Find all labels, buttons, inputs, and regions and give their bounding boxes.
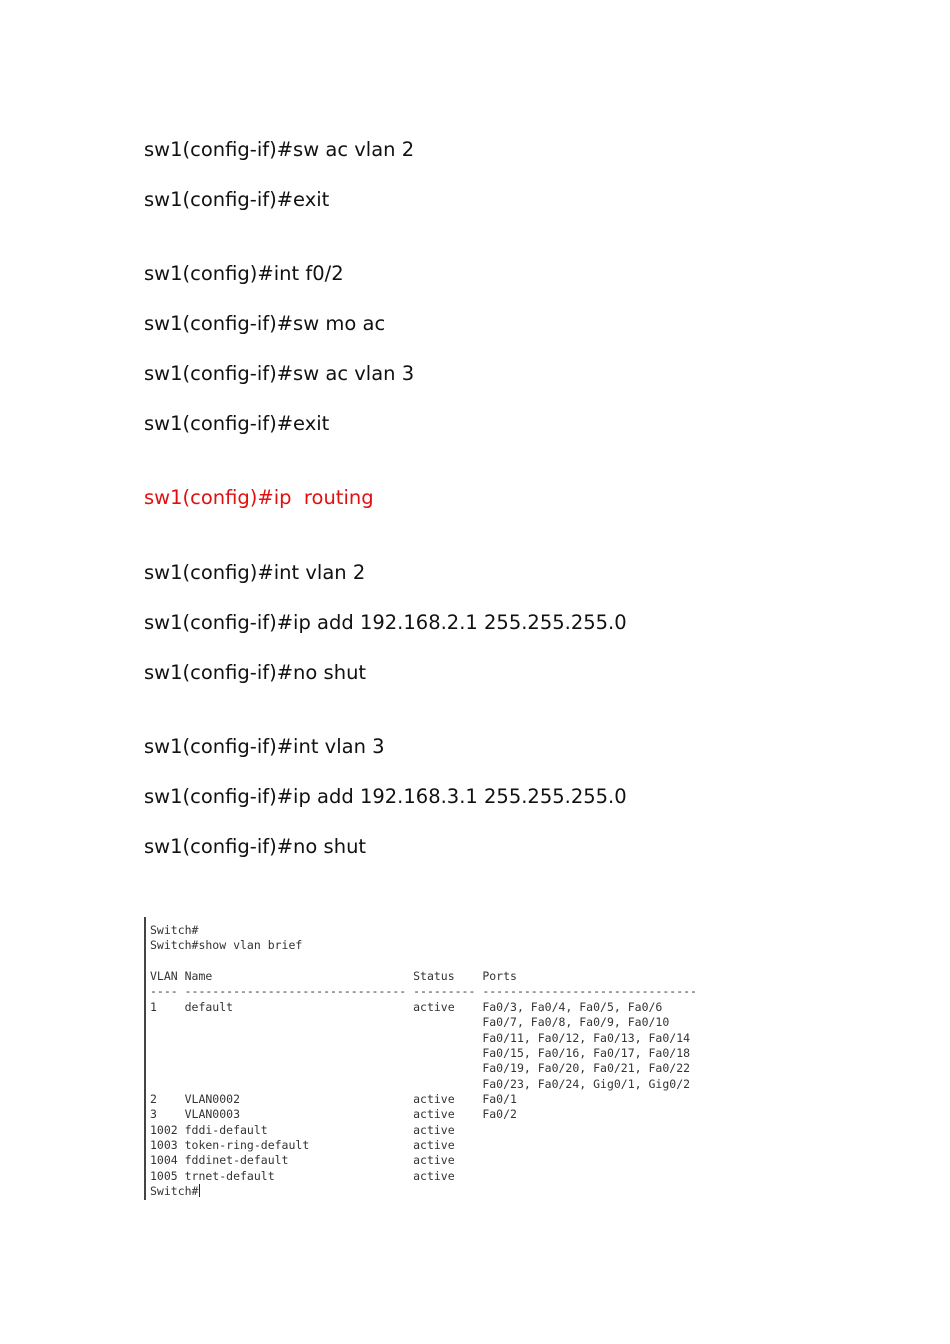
command-line: sw1(config-if)#int vlan 3 (144, 735, 385, 758)
console-table-row: Fa0/23, Fa0/24, Gig0/1, Gig0/2 (150, 1077, 691, 1091)
console-screenshot (144, 917, 771, 1200)
console-table-divider: ---- -------------------------------- --------- ------------------------------- (150, 984, 697, 998)
command-line: sw1(config-if)#sw ac vlan 2 (144, 138, 415, 161)
console-line: Switch# (150, 923, 199, 937)
console-table-row: Fa0/19, Fa0/20, Fa0/21, Fa0/22 (150, 1061, 691, 1075)
command-line: sw1(config)#int f0/2 (144, 262, 344, 285)
command-line: sw1(config)#int vlan 2 (144, 561, 366, 584)
console-table-header: VLAN Name Status Ports (150, 969, 517, 983)
command-line: sw1(config-if)#no shut (144, 661, 367, 684)
command-line: sw1(config-if)#exit (144, 412, 330, 435)
console-table-row: 1002 fddi-default active (150, 1123, 455, 1137)
console-table-row: Fa0/15, Fa0/16, Fa0/17, Fa0/18 (150, 1046, 691, 1060)
command-line: sw1(config-if)#exit (144, 188, 330, 211)
console-prompt (150, 1184, 200, 1199)
console-table-row: Fa0/7, Fa0/8, Fa0/9, Fa0/10 (150, 1015, 670, 1029)
console-table-row: 1005 trnet-default active (150, 1169, 455, 1183)
console-table-row: 1004 fddinet-default active (150, 1153, 455, 1167)
command-line: sw1(config-if)#ip add 192.168.3.1 255.255.255.0 (144, 785, 627, 808)
command-line-highlighted: sw1(config)#ip routing (144, 486, 374, 509)
command-line: sw1(config-if)#no shut (144, 835, 367, 858)
console-table-row: 1 default active Fa0/3, Fa0/4, Fa0/5, Fa0/6 (150, 1000, 663, 1014)
text-cursor (199, 1184, 200, 1197)
console-table-row: 1003 token-ring-default active (150, 1138, 455, 1152)
command-line: sw1(config-if)#sw mo ac (144, 312, 386, 335)
console-table-row: Fa0/11, Fa0/12, Fa0/13, Fa0/14 (150, 1031, 691, 1045)
command-line: sw1(config-if)#sw ac vlan 3 (144, 362, 415, 385)
console-prompt-text: Switch# (150, 1184, 199, 1198)
console-table-row: 2 VLAN0002 active Fa0/1 (150, 1092, 517, 1106)
console-line: Switch#show vlan brief (150, 938, 303, 952)
console-table-row: 3 VLAN0003 active Fa0/2 (150, 1107, 517, 1121)
command-line: sw1(config-if)#ip add 192.168.2.1 255.255.255.0 (144, 611, 627, 634)
